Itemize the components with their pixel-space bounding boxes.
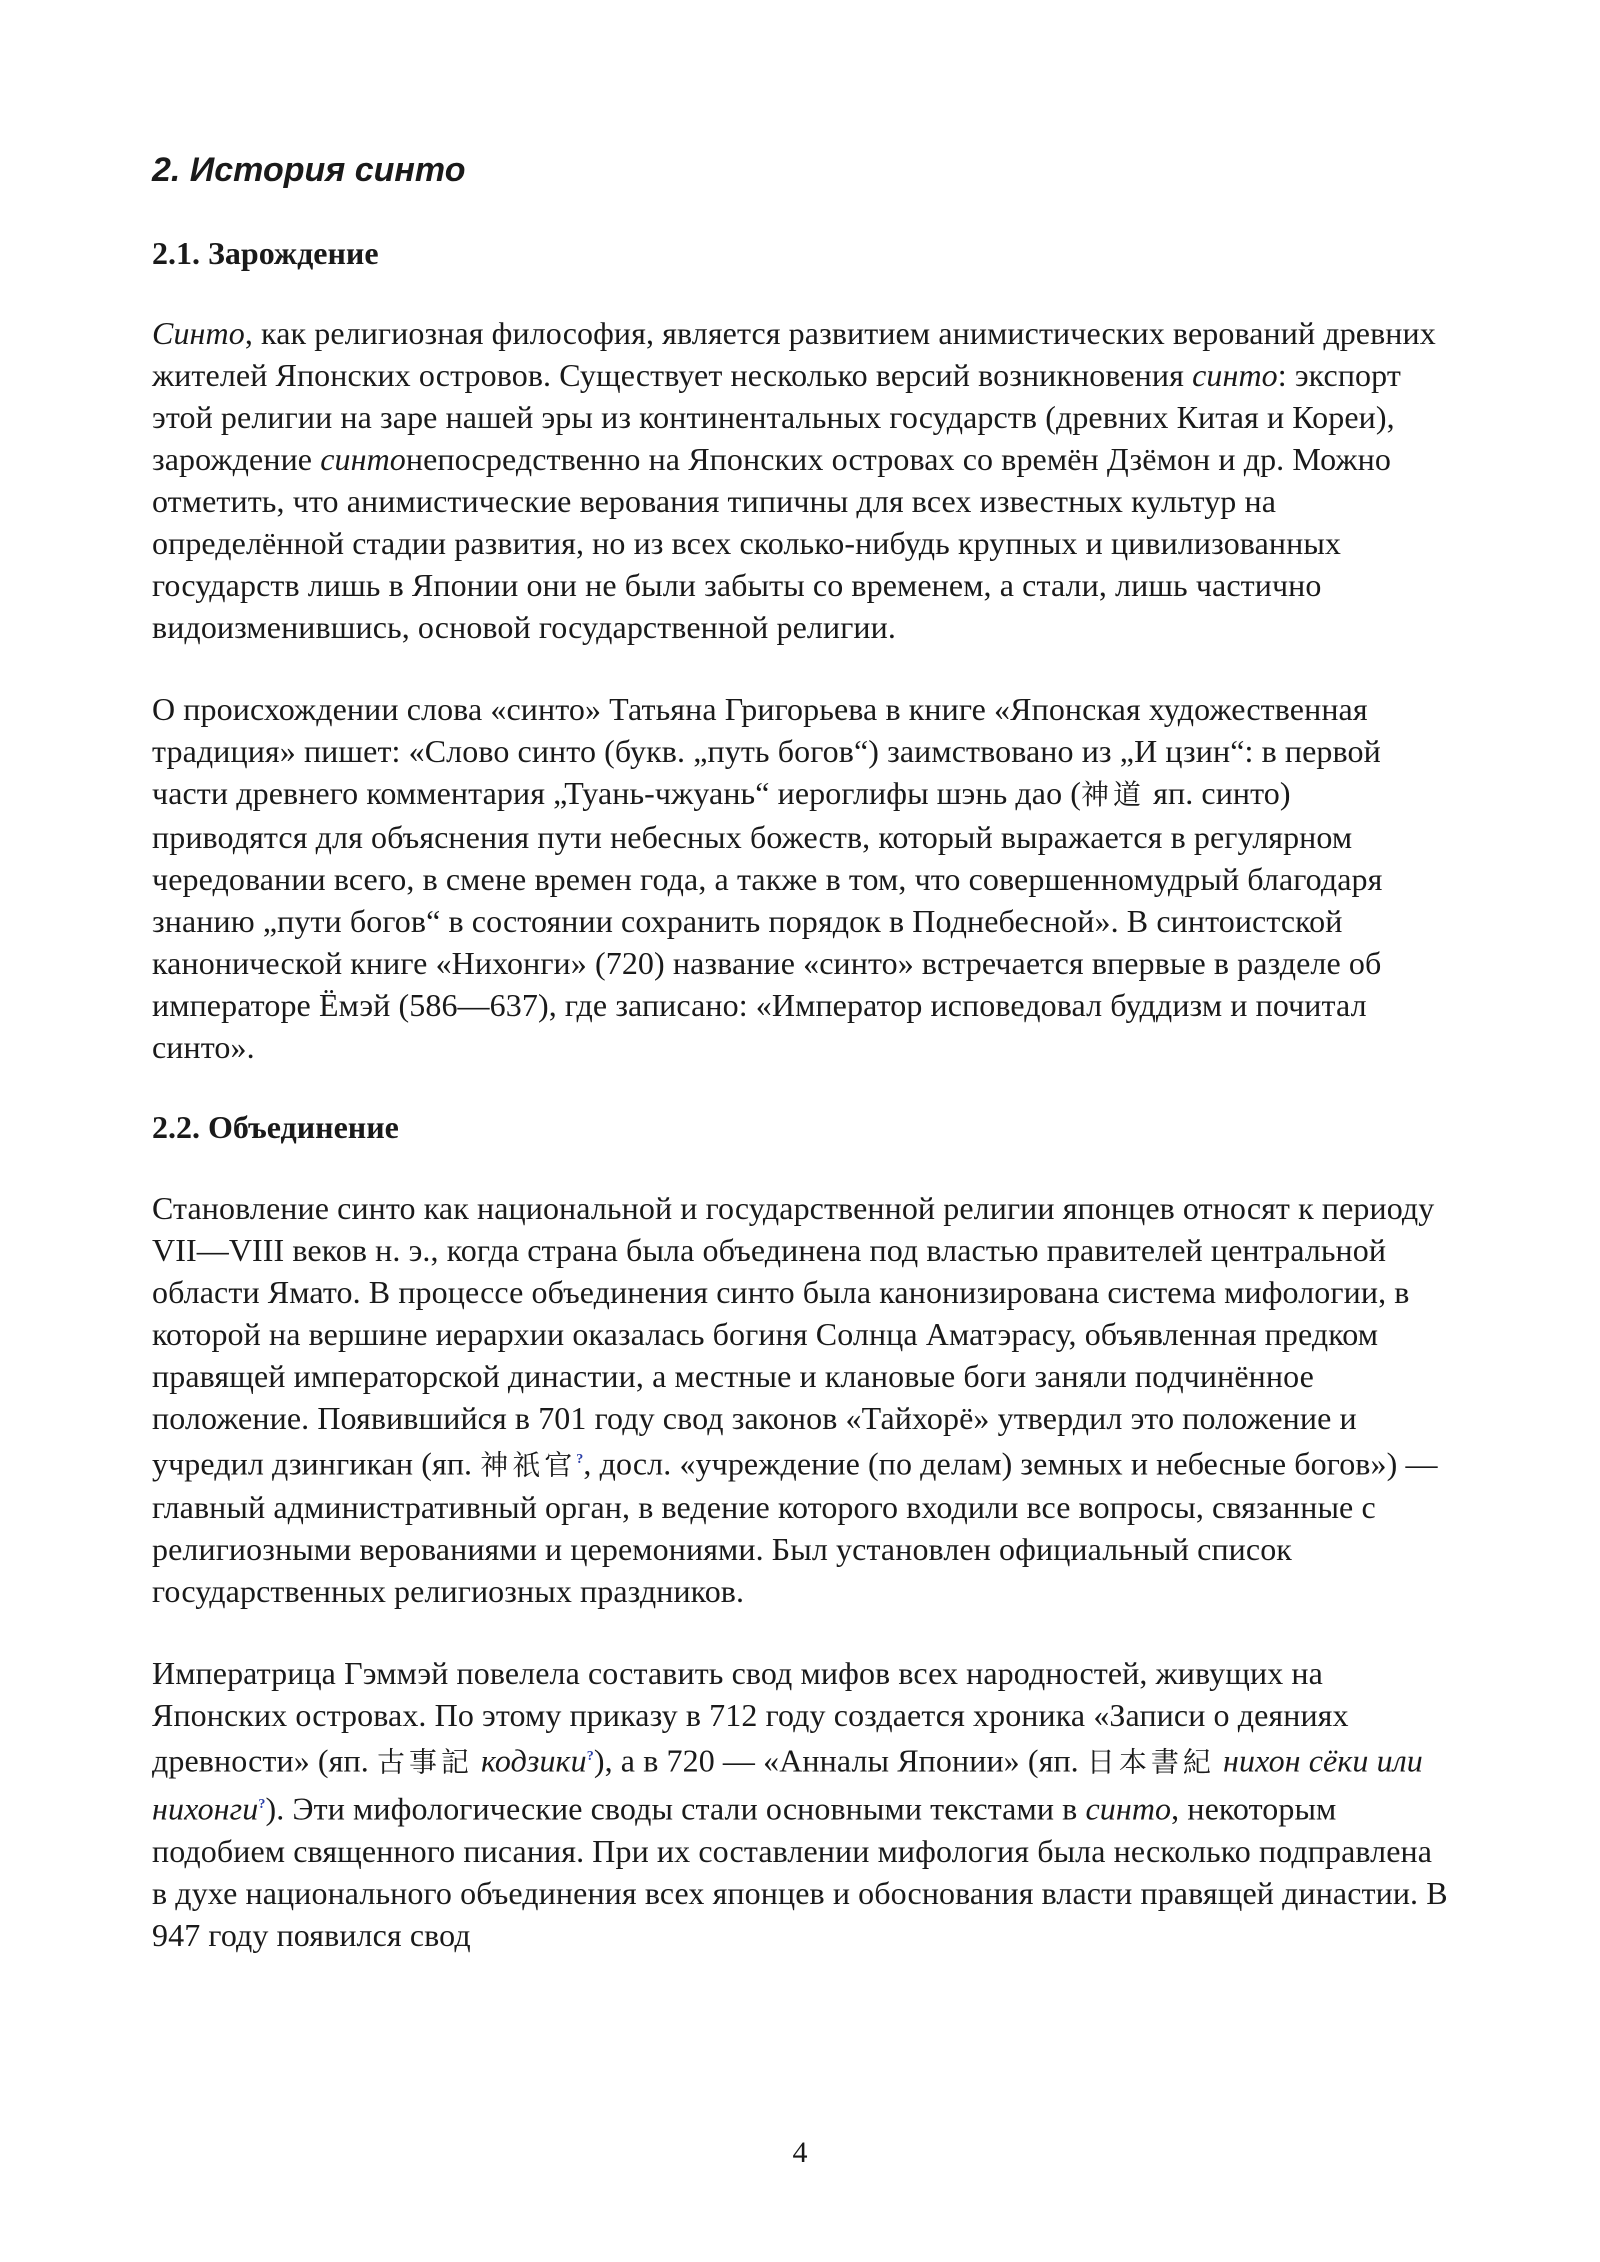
kanji-nihon-shoki: 日本書紀: [1086, 1745, 1215, 1779]
subsection-title-unification: 2.2. Объединение: [152, 1109, 399, 1146]
paragraph-word-origin: [152, 688, 1452, 1068]
kanji-kojiki: 古事記: [376, 1745, 473, 1779]
text-run: О происхождении слова «синто» Татьяна Григорьева в книге «Японская художественная традиция» пишет: «Слово синто (букв. „путь богов“) заимствовано из „И цзин“: в первой части древнего комментария „Туань-чжуань“ иероглифы шэнь дао (: [152, 691, 1381, 812]
section-title: 2. История синто: [152, 151, 466, 189]
text-run: : экспорт этой религии на заре нашей эры из континентальных государств (древних Китая и Кореи), зарождение: [152, 357, 1401, 478]
pronunciation-link[interactable]: ?: [258, 1796, 266, 1812]
subsection-title-origin: 2.1. Зарождение: [152, 234, 379, 271]
term-nihon-shoki: нихон сёки или нихонги: [152, 1742, 1423, 1827]
page-content: [152, 150, 1452, 1996]
kanji-shinto: 神道: [1081, 778, 1146, 812]
term-kojiki: кодзики: [472, 1742, 587, 1779]
text-run: Императрица Гэммэй повелела составить свод мифов всех народностей, живущих на Японских островах. По этому приказу в 712 году создается хроника «Записи о деяниях древности» (яп.: [152, 1655, 1349, 1779]
text-run: , досл. «учреждение (по делам) земных и небесные богов») — главный административный орган, в ведение которого входили все вопросы, связанные с религиозными верованиями и церемониями. Был установлен официальный список государственных религиозных праздников.: [152, 1445, 1438, 1610]
text-run: Становление синто как национальной и государственной религии японцев относят к периоду VII—VIII веков н. э., когда страна была объединена под властью правителей центральной области Ямато. В процессе объединения синто была канонизирована система мифологии, в которой на вершине иерархии оказалась богиня Солнца Аматэрасу, объявленная предком правящей императорской династии, а местные и клановые боги заняли подчинённое положение. Появившийся в 701 году свод законов «Тайхорё» утвердил это положение и учредил дзингикан (яп.: [152, 1189, 1435, 1482]
text-run: , некоторым подобием священного писания. При их составлении мифология была несколько подправлена в духе национального объединения всех японцев и обоснования власти правящей династии. В 947 году появился свод: [152, 1790, 1448, 1953]
paragraph-chronicles: [152, 1652, 1452, 1955]
text-run: яп. синто) приводятся для объяснения пути небесных божеств, который выражается в регулярном чередовании всего, в смене времен года, а также в том, что совершенномудрый благодаря знанию „пути богов“ в состоянии сохранить порядок в Поднебесной». В синтоистской канонической книге «Нихонги» (720) название «синто» встречается впервые в разделе об императоре Ёмэй (586—637), где записано: «Император исповедовал буддизм и почитал синто».: [152, 775, 1383, 1066]
text-run: ), а в 720 — «Анналы Японии» (яп.: [593, 1742, 1087, 1779]
text-run: , как религиозная философия, является развитием анимистических верований древних жителей Японских островов. Существует несколько версий возникновения: [152, 315, 1436, 394]
term-shinto: синто: [320, 441, 406, 478]
paragraph-origin: [152, 312, 1452, 648]
page-number: 4: [792, 2136, 808, 2169]
term-shinto: синто: [1085, 1790, 1172, 1827]
term-shinto: Синто: [152, 315, 245, 352]
text-run: непосредственно на Японских островах со времён Дзёмон и др. Можно отметить, что анимистические верования типичны для всех известных культур на определённой стадии развития, но из всех сколько-нибудь крупных и цивилизованных государств лишь в Японии они не были забыты со временем, а стали, лишь частично видоизменившись, основой государственной религии.: [152, 441, 1391, 646]
paragraph-unification: [152, 1187, 1452, 1613]
term-shinto: синто: [1192, 357, 1278, 394]
text-run: ). Эти мифологические своды стали основными текстами в: [265, 1790, 1086, 1827]
kanji-jingikan: 神祇官: [480, 1448, 577, 1482]
pronunciation-link[interactable]: ?: [586, 1749, 594, 1765]
pronunciation-link[interactable]: ?: [576, 1451, 584, 1467]
